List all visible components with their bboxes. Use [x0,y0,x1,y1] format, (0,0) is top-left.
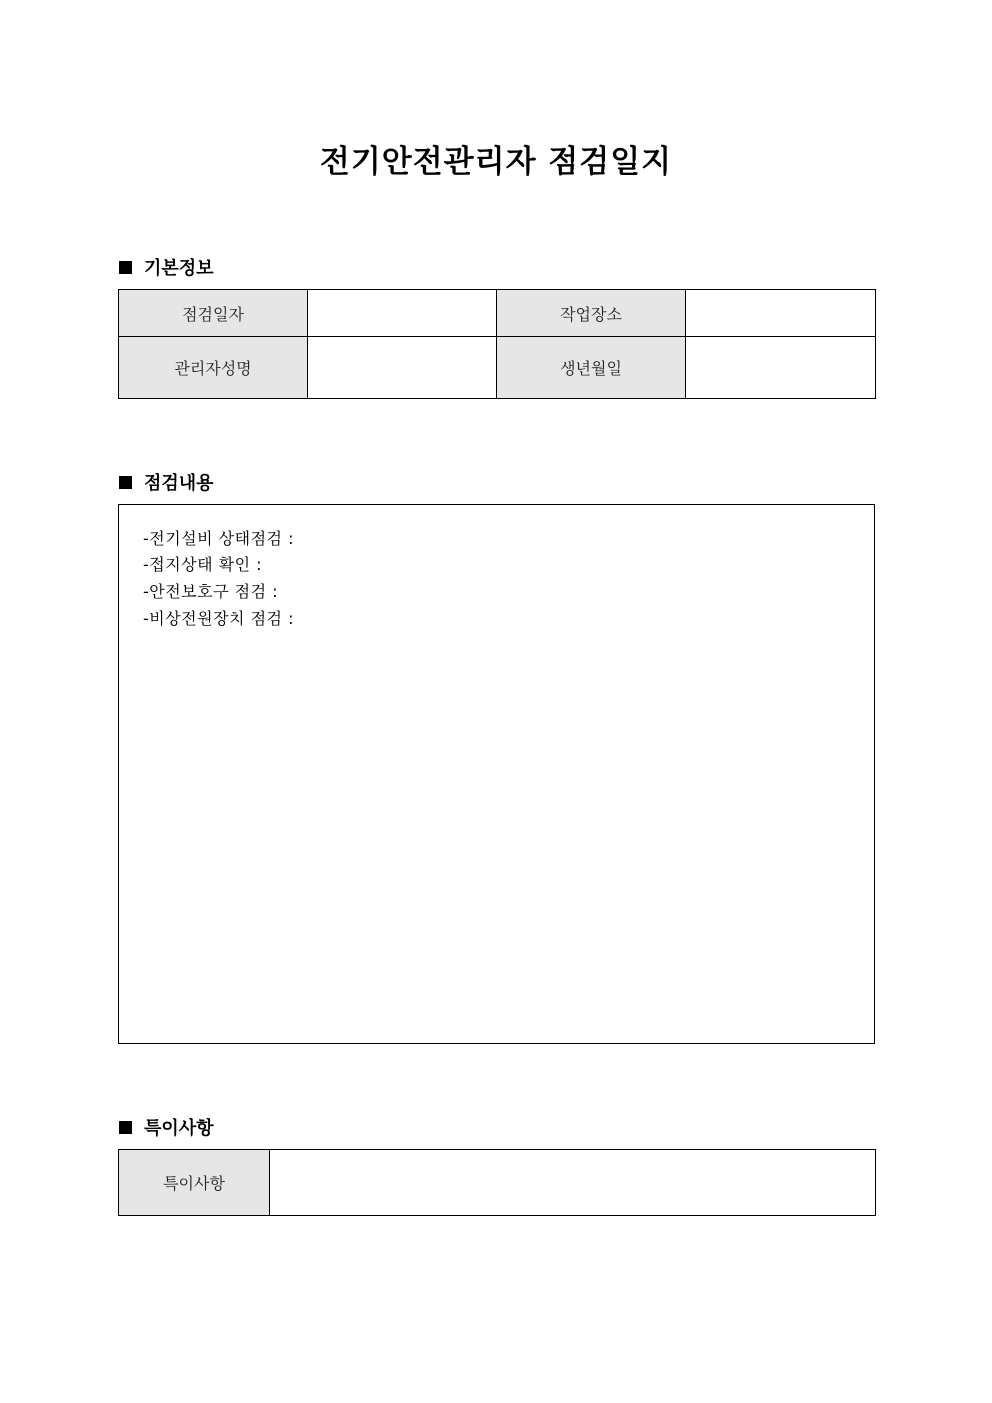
section-heading-text: 기본정보 [144,258,214,279]
inspection-item-grounding: -접지상태 확인 : [143,555,263,574]
section-heading-text: 특이사항 [144,1118,214,1139]
section-heading-text: 점검내용 [144,473,214,494]
label-birth-date: 생년월일 [497,337,686,399]
work-location-field[interactable] [686,290,876,337]
label-work-location: 작업장소 [497,290,686,337]
remarks-field[interactable] [270,1150,876,1216]
section-heading-inspection [119,469,214,495]
inspection-date-field[interactable] [308,290,497,337]
square-bullet-icon [119,476,132,489]
document-title: 전기안전관리자 점검일지 [319,144,673,180]
table-row [119,1150,876,1216]
label-remarks: 특이사항 [119,1150,270,1216]
remarks-table [118,1149,876,1216]
label-manager-name: 관리자성명 [119,337,308,399]
birth-date-field[interactable] [686,337,876,399]
table-row [119,290,876,337]
inspection-item-safety-gear: -안전보호구 점검 : [143,582,279,601]
section-heading-basic-info [119,254,214,280]
inspection-content-box[interactable] [118,504,875,1044]
table-row [119,337,876,399]
square-bullet-icon [119,261,132,274]
square-bullet-icon [119,1121,132,1134]
manager-name-field[interactable] [308,337,497,399]
label-inspection-date: 점검일자 [119,290,308,337]
basic-info-table [118,289,876,399]
section-heading-remarks [119,1114,214,1140]
inspection-item-electrical-equipment: -전기설비 상태점검 : [143,529,294,548]
inspection-item-emergency-power: -비상전원장치 점검 : [143,609,294,628]
